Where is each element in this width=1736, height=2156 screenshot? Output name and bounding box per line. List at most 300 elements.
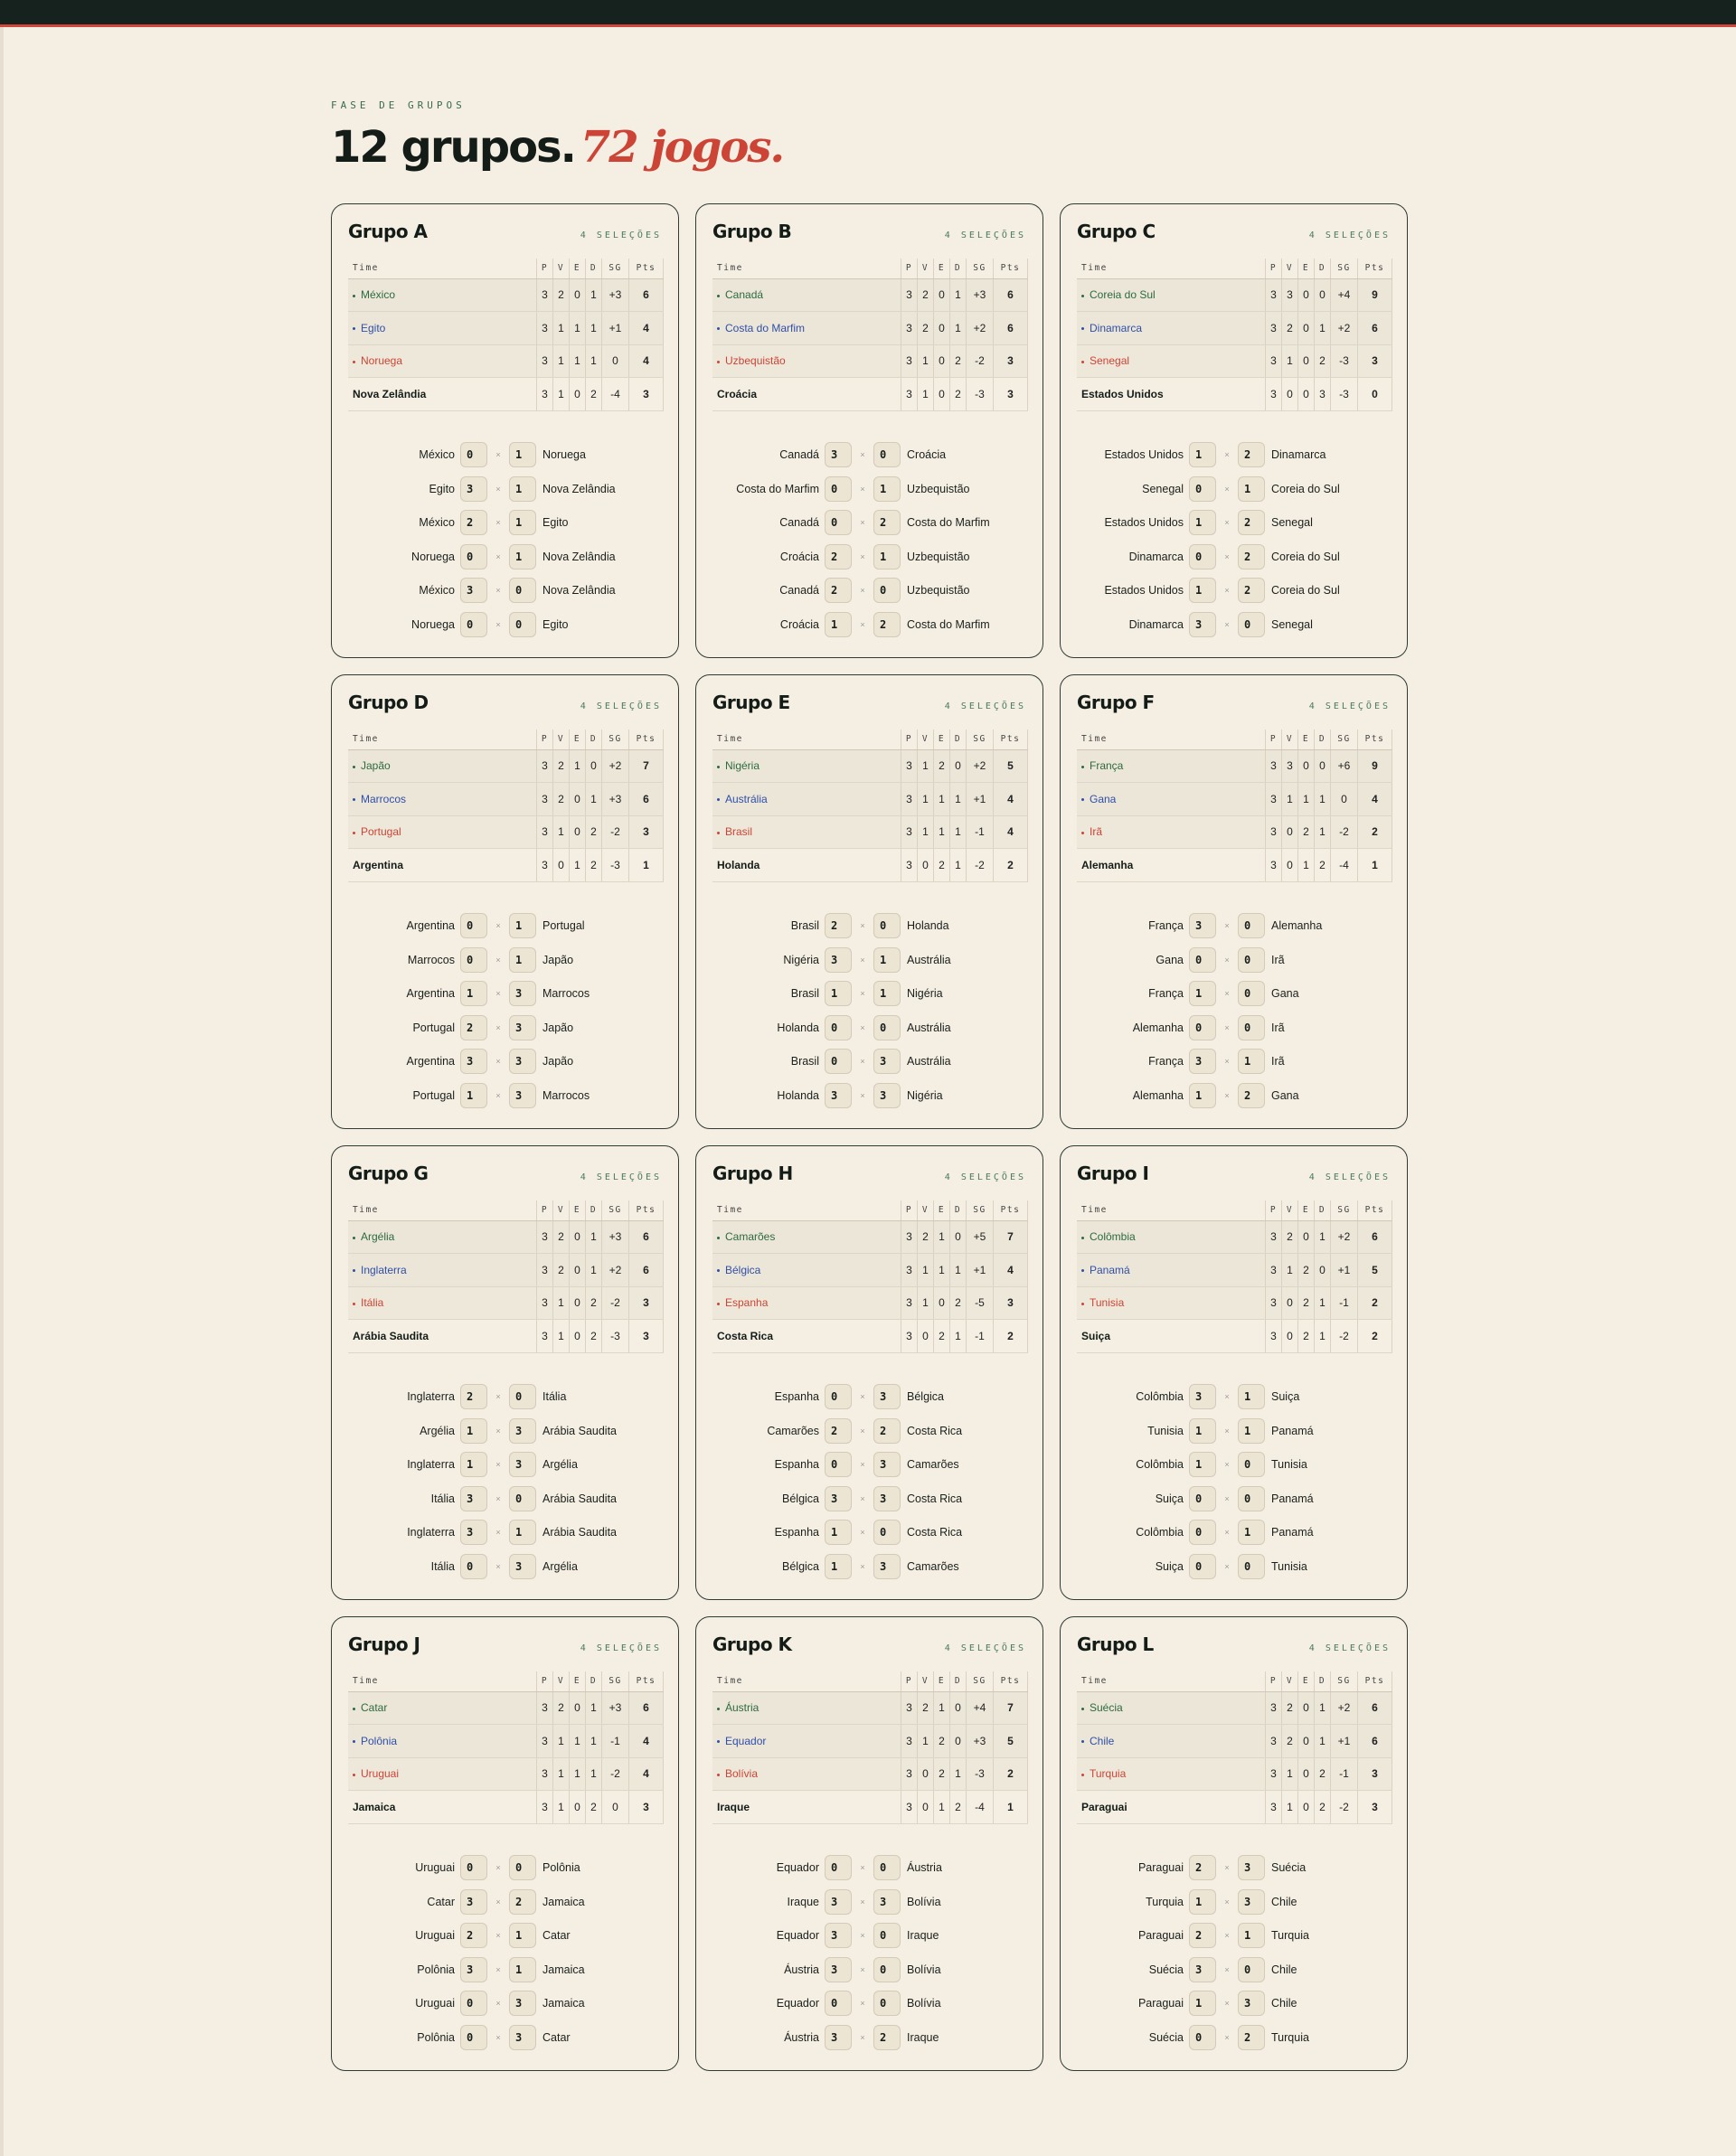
home-score: 0 bbox=[460, 544, 487, 570]
team-cell bbox=[712, 1691, 901, 1725]
home-score: 0 bbox=[460, 612, 487, 637]
points-cell: 4 bbox=[629, 344, 664, 378]
goal-diff-cell: +1 bbox=[967, 1254, 994, 1287]
played-cell: 3 bbox=[1266, 815, 1282, 849]
home-team: Gana bbox=[1156, 953, 1184, 966]
away-team: Turquia bbox=[1271, 1929, 1309, 1943]
away-score: 3 bbox=[873, 1554, 901, 1579]
team-name: Iraque bbox=[717, 1800, 750, 1813]
versus-icon: × bbox=[1224, 586, 1230, 596]
away-team: Catar bbox=[542, 1929, 571, 1943]
team-name: Costa Rica bbox=[717, 1329, 774, 1342]
standings-row bbox=[712, 1220, 1028, 1254]
points-cell: 6 bbox=[994, 278, 1028, 312]
versus-icon: × bbox=[495, 1863, 501, 1873]
match-row bbox=[1077, 943, 1391, 977]
wins-cell: 1 bbox=[918, 344, 934, 378]
match-row bbox=[1077, 1987, 1391, 2021]
home-team: Estados Unidos bbox=[1104, 448, 1184, 462]
goal-diff-cell: +4 bbox=[1331, 278, 1358, 312]
match-row bbox=[1077, 1953, 1391, 1987]
team-name: Estados Unidos bbox=[1081, 387, 1164, 400]
team-cell bbox=[348, 312, 537, 345]
points-cell: 3 bbox=[1358, 1757, 1392, 1791]
away-score: 0 bbox=[1238, 1554, 1265, 1579]
home-score: 3 bbox=[1189, 1957, 1216, 1982]
draws-cell: 2 bbox=[1298, 1254, 1315, 1287]
away-team: Camarões bbox=[907, 1559, 959, 1573]
away-team: Panamá bbox=[1271, 1424, 1314, 1437]
away-team: Nova Zelândia bbox=[542, 584, 616, 598]
standings-row bbox=[1077, 1320, 1392, 1353]
match-row bbox=[712, 472, 1026, 506]
home-score: 2 bbox=[825, 578, 852, 603]
group-card-header bbox=[1077, 692, 1391, 715]
qualification-dot-icon bbox=[353, 361, 355, 363]
losses-cell: 2 bbox=[1315, 849, 1331, 882]
standings-table bbox=[348, 259, 664, 411]
versus-icon: × bbox=[495, 1022, 501, 1032]
away-team: Iraque bbox=[907, 1929, 939, 1943]
draws-cell: 0 bbox=[934, 278, 950, 312]
draws-cell: 0 bbox=[934, 312, 950, 345]
wins-cell: 1 bbox=[918, 1286, 934, 1320]
versus-icon: × bbox=[1224, 1426, 1230, 1436]
match-row bbox=[348, 943, 662, 977]
home-score: 3 bbox=[1189, 1049, 1216, 1074]
draws-cell: 0 bbox=[570, 278, 586, 312]
away-team: Egito bbox=[542, 617, 569, 631]
home-team: Itália bbox=[430, 1492, 455, 1505]
match-row bbox=[348, 574, 662, 608]
goal-diff-cell: +3 bbox=[602, 783, 629, 816]
draws-cell: 1 bbox=[570, 1725, 586, 1758]
standings-header-row bbox=[1077, 1200, 1392, 1220]
match-list bbox=[712, 909, 1026, 1113]
team-name: Bélgica bbox=[725, 1263, 761, 1276]
standings-table bbox=[1077, 1671, 1392, 1824]
home-score: 1 bbox=[1189, 1083, 1216, 1108]
versus-icon: × bbox=[495, 2032, 501, 2042]
group-team-count: 4 SELEÇÕES bbox=[580, 1172, 662, 1182]
away-score: 1 bbox=[509, 913, 536, 938]
draws-cell: 0 bbox=[1298, 278, 1315, 312]
wins-cell: 1 bbox=[553, 1286, 570, 1320]
away-team: Noruega bbox=[542, 448, 586, 462]
home-score: 1 bbox=[460, 1418, 487, 1444]
played-cell: 3 bbox=[1266, 1320, 1282, 1353]
qualification-dot-icon bbox=[717, 1237, 720, 1239]
points-cell: 3 bbox=[629, 1320, 664, 1353]
match-row bbox=[348, 506, 662, 541]
home-team: Alemanha bbox=[1132, 1021, 1184, 1034]
qualification-dot-icon bbox=[717, 327, 720, 330]
team-name: Espanha bbox=[725, 1296, 769, 1310]
home-score: 1 bbox=[1189, 981, 1216, 1006]
col-losses-header: D bbox=[1315, 730, 1331, 749]
team-name: Costa do Marfim bbox=[725, 321, 806, 334]
col-played-header: P bbox=[537, 730, 553, 749]
versus-icon: × bbox=[1224, 1460, 1230, 1470]
home-team: Camarões bbox=[767, 1424, 819, 1437]
versus-icon: × bbox=[860, 921, 865, 931]
away-score: 1 bbox=[509, 544, 536, 570]
goal-diff-cell: -2 bbox=[1331, 1791, 1358, 1824]
match-list bbox=[348, 909, 662, 1113]
wins-cell: 2 bbox=[918, 1220, 934, 1254]
away-score: 0 bbox=[873, 578, 901, 603]
qualification-dot-icon bbox=[717, 832, 720, 834]
match-row bbox=[712, 607, 1026, 642]
away-team: Catar bbox=[542, 2030, 571, 2044]
home-score: 3 bbox=[825, 947, 852, 973]
home-score: 1 bbox=[1189, 1452, 1216, 1477]
team-cell bbox=[1077, 344, 1266, 378]
team-cell bbox=[1077, 1254, 1266, 1287]
home-team: Bélgica bbox=[782, 1492, 819, 1505]
group-card-f bbox=[1060, 674, 1408, 1129]
home-score: 0 bbox=[460, 1554, 487, 1579]
group-card-header bbox=[1077, 221, 1391, 244]
draws-cell: 0 bbox=[570, 1220, 586, 1254]
losses-cell: 0 bbox=[1315, 1254, 1331, 1287]
match-row bbox=[1077, 1011, 1391, 1045]
col-team-header: Time bbox=[712, 1671, 901, 1691]
team-cell bbox=[712, 1254, 901, 1287]
col-team-header: Time bbox=[1077, 259, 1266, 278]
team-cell bbox=[348, 378, 537, 411]
draws-cell: 0 bbox=[1298, 749, 1315, 783]
match-row bbox=[712, 1380, 1026, 1415]
col-wins-header: V bbox=[1282, 1671, 1298, 1691]
team-name: Croácia bbox=[717, 387, 758, 400]
group-card-i bbox=[1060, 1145, 1408, 1600]
team-name: Arábia Saudita bbox=[353, 1329, 429, 1342]
losses-cell: 2 bbox=[950, 1791, 967, 1824]
played-cell: 3 bbox=[901, 815, 918, 849]
group-card-e bbox=[695, 674, 1043, 1129]
col-team-header: Time bbox=[348, 730, 537, 749]
played-cell: 3 bbox=[901, 1725, 918, 1758]
match-row bbox=[1077, 607, 1391, 642]
away-team: Dinamarca bbox=[1271, 448, 1326, 462]
group-name: Grupo H bbox=[712, 1163, 793, 1184]
match-row bbox=[348, 909, 662, 944]
home-team: Espanha bbox=[774, 1526, 819, 1539]
col-goal-diff-header: SG bbox=[1331, 1200, 1358, 1220]
played-cell: 3 bbox=[901, 1757, 918, 1791]
points-cell: 6 bbox=[1358, 1725, 1392, 1758]
col-losses-header: D bbox=[1315, 1671, 1331, 1691]
home-team: Catar bbox=[427, 1895, 455, 1908]
away-score: 2 bbox=[1238, 442, 1265, 467]
points-cell: 0 bbox=[1358, 378, 1392, 411]
home-team: Marrocos bbox=[407, 953, 455, 966]
played-cell: 3 bbox=[537, 783, 553, 816]
group-card-j bbox=[331, 1616, 679, 2071]
played-cell: 3 bbox=[901, 1220, 918, 1254]
wins-cell: 1 bbox=[553, 1791, 570, 1824]
col-goal-diff-header: SG bbox=[602, 259, 629, 278]
standings-row bbox=[712, 278, 1028, 312]
match-row bbox=[712, 540, 1026, 574]
qualification-dot-icon bbox=[1081, 766, 1084, 768]
group-card-header bbox=[348, 1163, 662, 1186]
standings-header-row bbox=[1077, 259, 1392, 278]
away-score: 0 bbox=[873, 1923, 901, 1948]
points-cell: 6 bbox=[629, 783, 664, 816]
match-row bbox=[348, 1414, 662, 1448]
match-row bbox=[712, 909, 1026, 944]
standings-row bbox=[1077, 1691, 1392, 1725]
home-team: Holanda bbox=[777, 1088, 819, 1102]
group-card-g bbox=[331, 1145, 679, 1600]
group-team-count: 4 SELEÇÕES bbox=[580, 1643, 662, 1653]
wins-cell: 0 bbox=[918, 1757, 934, 1791]
home-score: 0 bbox=[825, 1991, 852, 2016]
home-team: Colômbia bbox=[1136, 1458, 1184, 1472]
standings-row bbox=[348, 1757, 664, 1791]
points-cell: 9 bbox=[1358, 749, 1392, 783]
versus-icon: × bbox=[860, 1090, 865, 1100]
team-name: Nova Zelândia bbox=[353, 387, 427, 400]
losses-cell: 1 bbox=[1315, 783, 1331, 816]
qualification-dot-icon bbox=[1081, 327, 1084, 330]
versus-icon: × bbox=[1224, 1493, 1230, 1503]
home-team: Polônia bbox=[417, 1963, 455, 1976]
qualification-dot-icon bbox=[1081, 1740, 1084, 1743]
team-name: Noruega bbox=[361, 354, 403, 368]
team-name: Brasil bbox=[725, 825, 753, 839]
home-team: México bbox=[419, 516, 455, 530]
group-card-header bbox=[348, 221, 662, 244]
top-bar bbox=[0, 0, 1736, 24]
away-team: Marrocos bbox=[542, 987, 590, 1001]
home-team: Colômbia bbox=[1136, 1390, 1184, 1404]
away-score: 3 bbox=[873, 1049, 901, 1074]
col-losses-header: D bbox=[586, 1200, 602, 1220]
draws-cell: 1 bbox=[570, 1757, 586, 1791]
away-team: Coreia do Sul bbox=[1271, 550, 1340, 563]
away-score: 1 bbox=[873, 544, 901, 570]
col-goal-diff-header: SG bbox=[967, 1200, 994, 1220]
versus-icon: × bbox=[495, 586, 501, 596]
qualification-dot-icon bbox=[353, 1740, 355, 1743]
match-list bbox=[348, 1380, 662, 1584]
group-card-header bbox=[712, 1633, 1026, 1657]
away-score: 0 bbox=[1238, 913, 1265, 938]
draws-cell: 2 bbox=[934, 1320, 950, 1353]
qualification-dot-icon bbox=[717, 798, 720, 801]
away-team: Austrália bbox=[907, 1021, 951, 1034]
played-cell: 3 bbox=[537, 1254, 553, 1287]
away-team: Irã bbox=[1271, 1021, 1285, 1034]
match-list bbox=[712, 1380, 1026, 1584]
versus-icon: × bbox=[495, 484, 501, 494]
standings-table bbox=[712, 259, 1028, 411]
wins-cell: 0 bbox=[918, 1320, 934, 1353]
team-name: Irã bbox=[1090, 825, 1103, 839]
home-score: 0 bbox=[460, 442, 487, 467]
home-team: Dinamarca bbox=[1128, 617, 1184, 631]
qualification-dot-icon bbox=[1081, 1708, 1084, 1710]
col-wins-header: V bbox=[1282, 730, 1298, 749]
col-points-header: Pts bbox=[629, 1200, 664, 1220]
match-row bbox=[348, 977, 662, 1012]
away-score: 1 bbox=[1238, 1923, 1265, 1948]
match-list bbox=[1077, 1851, 1391, 2055]
match-row bbox=[348, 607, 662, 642]
qualification-dot-icon bbox=[1081, 1269, 1084, 1272]
home-team: Inglaterra bbox=[407, 1458, 455, 1472]
away-score: 2 bbox=[1238, 1083, 1265, 1108]
group-team-count: 4 SELEÇÕES bbox=[1308, 231, 1391, 240]
away-team: Costa do Marfim bbox=[907, 617, 990, 631]
standings-row bbox=[348, 1220, 664, 1254]
match-row bbox=[712, 1011, 1026, 1045]
home-team: Paraguai bbox=[1137, 1997, 1184, 2010]
home-team: Brasil bbox=[790, 987, 819, 1001]
losses-cell: 2 bbox=[950, 344, 967, 378]
standings-table bbox=[348, 730, 664, 882]
played-cell: 3 bbox=[901, 344, 918, 378]
losses-cell: 1 bbox=[586, 1220, 602, 1254]
away-score: 0 bbox=[509, 1486, 536, 1511]
home-score: 1 bbox=[1189, 1991, 1216, 2016]
group-team-count: 4 SELEÇÕES bbox=[1308, 1643, 1391, 1653]
away-score: 1 bbox=[509, 476, 536, 502]
home-score: 0 bbox=[1189, 476, 1216, 502]
qualification-dot-icon bbox=[1081, 361, 1084, 363]
col-draws-header: E bbox=[934, 259, 950, 278]
standings-row bbox=[712, 1725, 1028, 1758]
home-score: 1 bbox=[1189, 1889, 1216, 1915]
away-team: Nova Zelândia bbox=[542, 482, 616, 495]
standings-row bbox=[348, 1791, 664, 1824]
home-team: Espanha bbox=[774, 1390, 819, 1404]
standings-row bbox=[712, 1791, 1028, 1824]
team-cell bbox=[1077, 783, 1266, 816]
played-cell: 3 bbox=[1266, 749, 1282, 783]
draws-cell: 0 bbox=[570, 1791, 586, 1824]
away-team: Nigéria bbox=[907, 987, 943, 1001]
standings-header-row bbox=[1077, 730, 1392, 749]
home-score: 1 bbox=[825, 981, 852, 1006]
versus-icon: × bbox=[495, 1897, 501, 1907]
goal-diff-cell: 0 bbox=[602, 1791, 629, 1824]
away-score: 0 bbox=[873, 442, 901, 467]
goal-diff-cell: 0 bbox=[602, 344, 629, 378]
versus-icon: × bbox=[1224, 1863, 1230, 1873]
draws-cell: 1 bbox=[934, 815, 950, 849]
wins-cell: 2 bbox=[1282, 1725, 1298, 1758]
versus-icon: × bbox=[860, 1493, 865, 1503]
team-name: Chile bbox=[1090, 1734, 1115, 1747]
versus-icon: × bbox=[1224, 1090, 1230, 1100]
home-team: Áustria bbox=[784, 1963, 819, 1976]
away-team: Uzbequistão bbox=[907, 550, 970, 563]
versus-icon: × bbox=[860, 1931, 865, 1941]
played-cell: 3 bbox=[1266, 1254, 1282, 1287]
home-score: 0 bbox=[825, 510, 852, 535]
away-score: 0 bbox=[1238, 612, 1265, 637]
home-score: 2 bbox=[825, 913, 852, 938]
standings-header-row bbox=[712, 1671, 1028, 1691]
away-score: 0 bbox=[1238, 1486, 1265, 1511]
draws-cell: 1 bbox=[934, 1791, 950, 1824]
standings-row bbox=[1077, 278, 1392, 312]
versus-icon: × bbox=[860, 1392, 865, 1402]
versus-icon: × bbox=[495, 1528, 501, 1538]
wins-cell: 2 bbox=[1282, 312, 1298, 345]
col-points-header: Pts bbox=[629, 730, 664, 749]
played-cell: 3 bbox=[1266, 1691, 1282, 1725]
home-score: 2 bbox=[825, 544, 852, 570]
home-team: Holanda bbox=[777, 1021, 819, 1034]
played-cell: 3 bbox=[537, 849, 553, 882]
played-cell: 3 bbox=[537, 344, 553, 378]
team-cell bbox=[1077, 378, 1266, 411]
home-score: 0 bbox=[460, 913, 487, 938]
col-points-header: Pts bbox=[629, 1671, 664, 1691]
group-name: Grupo G bbox=[348, 1163, 429, 1184]
draws-cell: 0 bbox=[1298, 1691, 1315, 1725]
col-losses-header: D bbox=[586, 1671, 602, 1691]
home-team: Suiça bbox=[1155, 1559, 1184, 1573]
match-row bbox=[348, 1885, 662, 1919]
col-team-header: Time bbox=[348, 259, 537, 278]
points-cell: 4 bbox=[629, 312, 664, 345]
goal-diff-cell: +2 bbox=[1331, 312, 1358, 345]
points-cell: 3 bbox=[629, 378, 664, 411]
versus-icon: × bbox=[495, 1392, 501, 1402]
col-draws-header: E bbox=[1298, 1200, 1315, 1220]
losses-cell: 1 bbox=[1315, 1691, 1331, 1725]
goal-diff-cell: +3 bbox=[602, 1220, 629, 1254]
team-cell bbox=[348, 783, 537, 816]
match-row bbox=[348, 1045, 662, 1079]
match-row bbox=[1077, 977, 1391, 1012]
team-name: Itália bbox=[361, 1296, 384, 1310]
match-row bbox=[712, 1549, 1026, 1584]
played-cell: 3 bbox=[537, 815, 553, 849]
col-team-header: Time bbox=[348, 1200, 537, 1220]
versus-icon: × bbox=[1224, 921, 1230, 931]
match-row bbox=[348, 1987, 662, 2021]
played-cell: 3 bbox=[1266, 344, 1282, 378]
away-score: 2 bbox=[1238, 510, 1265, 535]
away-score: 3 bbox=[873, 1083, 901, 1108]
played-cell: 3 bbox=[537, 749, 553, 783]
standings-header-row bbox=[712, 730, 1028, 749]
away-score: 2 bbox=[873, 510, 901, 535]
home-team: Espanha bbox=[774, 1458, 819, 1472]
away-score: 0 bbox=[1238, 981, 1265, 1006]
versus-icon: × bbox=[1224, 1931, 1230, 1941]
losses-cell: 2 bbox=[586, 378, 602, 411]
col-played-header: P bbox=[901, 1671, 918, 1691]
home-score: 3 bbox=[825, 2025, 852, 2050]
home-team: Croácia bbox=[779, 550, 819, 563]
goal-diff-cell: +6 bbox=[1331, 749, 1358, 783]
versus-icon: × bbox=[860, 484, 865, 494]
match-row bbox=[712, 1078, 1026, 1113]
wins-cell: 2 bbox=[553, 1254, 570, 1287]
col-draws-header: E bbox=[934, 1200, 950, 1220]
match-row bbox=[348, 1851, 662, 1886]
versus-icon: × bbox=[495, 1090, 501, 1100]
home-score: 3 bbox=[460, 1520, 487, 1545]
